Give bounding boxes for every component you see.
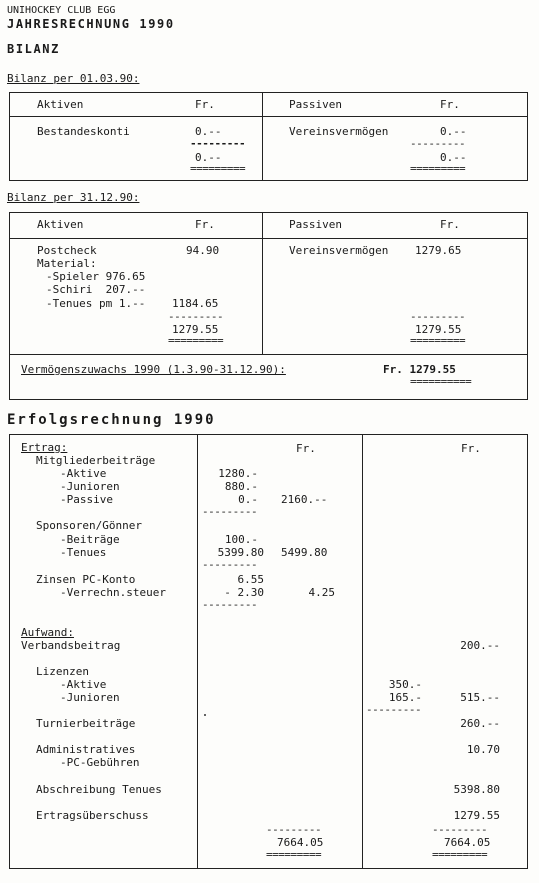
sponsoren-dashes: --------- — [202, 558, 258, 571]
ertrag-label: Ertrag: — [21, 441, 68, 454]
lizenzen-label: Lizenzen — [36, 665, 89, 678]
bilanz1-passiven-header: Passiven — [289, 98, 342, 111]
sponsoren-total: 5499.80 — [281, 546, 328, 559]
bilanz1-fr-left: Fr. — [195, 98, 215, 111]
admin-label: Administratives — [36, 743, 136, 756]
zuwachs-value: Fr. 1279.55 — [383, 363, 456, 376]
bilanz2-left-dashes: --------- — [168, 310, 224, 323]
bilanz2-right-dashes: --------- — [410, 310, 466, 323]
bilanz1-aktiven-header: Aktiven — [37, 98, 84, 111]
erfolgsrechnung-title: Erfolgsrechnung 1990 — [7, 412, 216, 428]
beitraege-value: 100.- — [224, 533, 258, 546]
liz-aktive-label: -Aktive — [60, 678, 107, 691]
lizenzen-dashes: --------- — [366, 703, 422, 716]
mitglieder-label: Mitgliederbeiträge — [36, 454, 156, 467]
turnier-label: Turnierbeiträge — [36, 717, 136, 730]
bilanz1-fr-right: Fr. — [440, 98, 460, 111]
bilanz2-right-double: ========= — [410, 334, 466, 347]
junioren-label: -Junioren — [60, 480, 120, 493]
speck-mark — [204, 714, 206, 716]
liz-junioren-label: -Junioren — [60, 691, 120, 704]
bilanz1-left-double: ========= — [190, 162, 246, 175]
material-schiri: -Schiri 207.-- — [46, 283, 146, 296]
erfolg-column-divider-2 — [362, 434, 363, 868]
aktive-label: -Aktive — [60, 467, 107, 480]
abschreibung-label: Abschreibung Tenues — [36, 783, 162, 796]
total1: 7664.05 — [277, 836, 324, 849]
erfolg-fr-1: Fr. — [296, 442, 316, 455]
zinsen-label: Zinsen PC-Konto — [36, 573, 136, 586]
bilanz1-right-value: 0.-- — [440, 125, 467, 138]
total1-dashes: --------- — [266, 823, 322, 836]
bilanz2-zuwachs-divider — [9, 354, 527, 355]
postcheck-label: Postcheck — [37, 244, 97, 257]
abschreibung-value: 5398.80 — [453, 783, 500, 796]
bilanz1-right-dashes: --------- — [410, 137, 466, 150]
bilanz1-total-right: 0.-- — [440, 151, 467, 164]
aufwand-label: Aufwand: — [21, 626, 74, 639]
bilanz2-header-divider — [9, 238, 527, 239]
bilanz1-right-label: Vereinsvermögen — [289, 125, 389, 138]
bilanz1-label: Bilanz per 01.03.90: — [7, 72, 140, 85]
total2-dashes: --------- — [432, 823, 488, 836]
club-name: UNIHOCKEY CLUB EGG — [7, 5, 116, 16]
bilanz2-passiven-header: Passiven — [289, 218, 342, 231]
zuwachs-label: Vermögenszuwachs 1990 (1.3.90-31.12.90): — [21, 363, 286, 376]
junioren-value: 880.- — [224, 480, 258, 493]
zinsen-total: 4.25 — [308, 586, 335, 599]
sponsoren-label: Sponsoren/Gönner — [36, 519, 142, 532]
material-tenues: -Tenues pm 1.-- — [46, 297, 146, 310]
zinsen-value: 6.55 — [237, 573, 264, 586]
verrechn-label: -Verrechn.steuer — [60, 586, 166, 599]
verrechn-value: - 2.30 — [224, 586, 264, 599]
bilanz2-fr-right: Fr. — [440, 218, 460, 231]
postcheck-value: 94.90 — [186, 244, 220, 257]
total2: 7664.05 — [444, 836, 491, 849]
tenues-label: -Tenues — [60, 546, 107, 559]
total2-double: ========= — [432, 848, 488, 861]
bilanz2-label: Bilanz per 31.12.90: — [7, 191, 140, 204]
bilanz1-total-left: 0.-- — [195, 151, 222, 164]
bilanz2-left-double: ========= — [168, 334, 224, 347]
vereinsvermoegen-label: Vereinsvermögen — [289, 244, 389, 257]
beitraege-label: -Beiträge — [60, 533, 120, 546]
bilanz1-left-label: Bestandeskonti — [37, 125, 130, 138]
mitglieder-total: 2160.-- — [281, 493, 328, 506]
total1-double: ========= — [266, 848, 322, 861]
bilanz2-total-left: 1279.55 — [172, 323, 219, 336]
bilanz2-column-divider — [262, 212, 263, 354]
aktive-value: 1280.- — [218, 467, 258, 480]
lizenzen-total: 515.-- — [460, 691, 500, 704]
material-label: Material: — [37, 257, 97, 270]
material-value: 1184.65 — [172, 297, 219, 310]
section-title-bilanz: BILANZ — [7, 42, 60, 56]
ueberschuss-label: Ertragsüberschuss — [36, 809, 149, 822]
bilanz1-column-divider — [262, 92, 263, 180]
document-title: JAHRESRECHNUNG 1990 — [7, 17, 175, 31]
passive-label: -Passive — [60, 493, 113, 506]
zuwachs-double: ========== — [410, 375, 472, 388]
zinsen-dashes: --------- — [202, 598, 258, 611]
bilanz1-header-divider — [9, 116, 527, 117]
tenues-value: 5399.80 — [217, 546, 264, 559]
bilanz1-right-double: ========= — [410, 162, 466, 175]
material-spieler: -Spieler 976.65 — [46, 270, 146, 283]
verbands-value: 200.-- — [460, 639, 500, 652]
erfolg-fr-2: Fr. — [461, 442, 481, 455]
verbands-label: Verbandsbeitrag — [21, 639, 121, 652]
bilanz1-left-dashes: --------- — [190, 137, 246, 150]
ueberschuss-value: 1279.55 — [453, 809, 500, 822]
bilanz2-aktiven-header: Aktiven — [37, 218, 84, 231]
liz-aktive-value: 350.- — [388, 678, 422, 691]
turnier-value: 260.-- — [460, 717, 500, 730]
bilanz1-left-value: 0.-- — [195, 125, 222, 138]
bilanz2-fr-left: Fr. — [195, 218, 215, 231]
admin-value: 10.70 — [466, 743, 500, 756]
mitglieder-dashes: --------- — [202, 505, 258, 518]
vereinsvermoegen-value: 1279.65 — [415, 244, 462, 257]
liz-junioren-value: 165.- — [388, 691, 422, 704]
passive-value: 0.- — [238, 493, 258, 506]
pc-gebuehren-label: -PC-Gebühren — [60, 756, 140, 769]
bilanz2-total-right: 1279.55 — [415, 323, 462, 336]
